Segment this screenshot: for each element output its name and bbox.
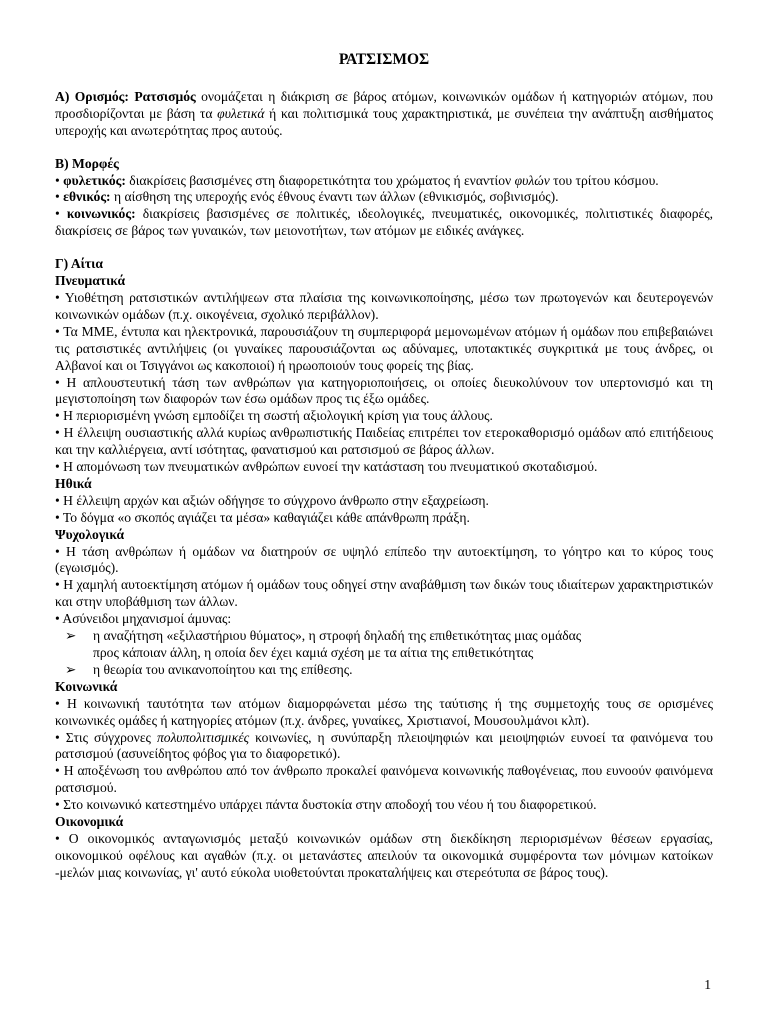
- sub-item-continuation: προς κάποιαν άλλη, η οποία δεν έχει καμιά σχέση με τα αίτια της επιθετικότητας: [93, 645, 534, 660]
- form-term: φυλετικός:: [63, 172, 126, 188]
- economic-heading: Οικονομικά: [55, 814, 124, 830]
- list-item: • Η περιορισμένη γνώση εμποδίζει τη σωστή αξιολογική κρίση για τους άλλους.: [55, 408, 493, 424]
- arrow-bullet-icon: ➢: [65, 628, 77, 644]
- definition-label: Α) Ορισμός:: [55, 88, 129, 104]
- social-list: [55, 696, 713, 814]
- form-term: κοινωνικός:: [66, 206, 136, 222]
- forms-heading: Β) Μορφές: [55, 155, 119, 171]
- spiritual-heading: Πνευματικά: [55, 273, 126, 289]
- social-text: • Στις σύγχρονες: [55, 729, 157, 745]
- sub-list-item: [55, 628, 713, 645]
- page-number: 1: [704, 977, 711, 993]
- social-text: • Η αποξένωση του ανθρώπου από τον άνθρωπο προκαλεί φαινόμενα κοινωνικής παθογένειας, που ευνοούν φαινόμενα ρατσισμού.: [55, 763, 713, 796]
- psychological-list: [55, 544, 713, 629]
- form-text: η αίσθηση της υπεροχής ενός έθνους έναντι των άλλων (εθνικισμός, σοβινισμός).: [110, 189, 559, 205]
- definition-term: Ρατσισμός: [134, 88, 196, 104]
- list-item: • Τα ΜΜΕ, έντυπα και ηλεκτρονικά, παρουσιάζουν τη συμπεριφορά μεμονωμένων ατόμων ή ομάδων που επιβεβαιώνει τις ρατσιστικές αντιλήψεις (οι γυναίκες παρουσιάζονται ως αδύναμες, υποτακτικές συγκριτικά με τους άνδρες, οι Αλβανοί και οι Τσιγγάνοι ως κακοποιοί) ή ηρωοποιούν τους φορείς της βίας.: [55, 323, 713, 373]
- moral-list: [55, 493, 713, 527]
- sub-item-text: η αναζήτηση «εξιλαστήριου θύματος», η στροφή δηλαδή της επιθετικότητας μιας ομάδας: [93, 628, 582, 644]
- social-text-end: κοινωνίες, η συνύπαρξη πλειοψηφιών και μειοψηφιών ευνοεί τα φαινόμενα του ρατσισμού (ασυνείδητος φόβος για το διαφορετικό).: [55, 729, 713, 762]
- psychological-heading: Ψυχολογικά: [55, 526, 125, 542]
- list-item: [55, 763, 713, 797]
- form-text: διακρίσεις βασισμένες στη διαφορετικότητα του χρώματος ή εναντίον: [125, 172, 515, 188]
- spiritual-list: [55, 290, 713, 476]
- definition-text-2: ή και πολιτισμικά τους χαρακτηριστικά, με συνέπεια την ανάπτυξη αισθήματος υπεροχής και ανωτερότητας προς αυτούς.: [55, 105, 713, 138]
- form-term: εθνικός:: [63, 189, 111, 205]
- list-item: [55, 730, 713, 764]
- list-item: • Ασύνειδοι μηχανισμοί άμυνας:: [55, 611, 232, 627]
- bullet-glyph: •: [55, 189, 60, 205]
- form-item: [55, 206, 713, 240]
- economic-list: [55, 831, 713, 882]
- list-item: • Το δόγμα «ο σκοπός αγιάζει τα μέσα» καθαγιάζει κάθε απάνθρωπη πράξη.: [55, 509, 470, 525]
- list-item: • Η έλλειψη ουσιαστικής αλλά κυρίως ανθρωπιστικής Παιδείας επιτρέπει τον ετεροκαθορισμό ομάδων από επιτήδειους και την καλλιέργεια, αντί ισότητας, φανατισμού και ρατσισμού σε βάρος άλλων.: [55, 425, 713, 458]
- list-item: [55, 696, 713, 730]
- list-item: • Η έλλειψη αρχών και αξιών οδήγησε το σύγχρονο άνθρωπο στην εξαχρείωση.: [55, 492, 489, 508]
- arrow-bullet-icon: ➢: [65, 661, 77, 677]
- definition-text-1: ονομάζεται η διάκριση σε βάρος ατόμων, κοινωνικών ομάδων ή κατηγοριών ατόμων, που προσδιορίζονται με βάση τα: [55, 88, 714, 121]
- list-item: • Η τάση ανθρώπων ή ομάδων να διατηρούν σε υψηλό επίπεδο την αυτοεκτίμηση, το γόητρο και το κύρος τους (εγωισμός).: [55, 543, 713, 576]
- social-heading: Κοινωνικά: [55, 678, 118, 694]
- list-item: • Η χαμηλή αυτοεκτίμηση ατόμων ή ομάδων τους οδηγεί στην αναβάθμιση των δικών τους ιδιαίτερων χαρακτηριστικών και στην υποβάθμιση των άλλων.: [55, 577, 713, 610]
- social-text: • Η κοινωνική ταυτότητα των ατόμων διαμορφώνεται μέσω της ταύτισης ή της συμμετοχής τους σε ορισμένες κοινωνικές ομάδες ή κατηγορίες ατόμων (π.χ. άνδρες, γυναίκες, Χριστιανοί, Μουσουλμάνοι κλπ).: [55, 695, 713, 728]
- list-item: • Η απομόνωση των πνευματικών ανθρώπων ευνοεί την κατάσταση του πνευματικού σκοταδισμού.: [55, 459, 598, 475]
- page-title: ΡΑΤΣΙΣΜΟΣ: [338, 51, 430, 68]
- sub-list-item: [55, 662, 713, 679]
- list-item: • Ο οικονομικός ανταγωνισμός μεταξύ κοινωνικών ομάδων στη διεκδίκηση περιορισμένων θέσεων εργασίας, οικονομικού οφέλους και αγαθών (π.χ. οι μετανάστες απειλούν τα οικονομικά συμφέροντα των μόνιμων κατοίκων -μελών μιας κοινωνίας, γι' αυτό εύκολα υιοθετούνται προκαταλήψεις και στερεότυπα σε βάρος τους).: [55, 830, 713, 880]
- definition-italic: φυλετικά: [217, 105, 265, 121]
- bullet-glyph: •: [55, 206, 60, 222]
- list-item: • Υιοθέτηση ρατσιστικών αντιλήψεων στα πλαίσια της κοινωνικοποίησης, μέσω των πρωτογενών και δευτερογενών κοινωνικών ομάδων (π.χ. οικογένεια, σχολικό περιβάλλον).: [55, 289, 713, 322]
- form-item: [55, 173, 713, 190]
- form-italic: φυλών: [514, 172, 550, 188]
- defense-mechanisms-list: [55, 628, 713, 679]
- social-text: • Στο κοινωνικό κατεστημένο υπάρχει πάντα δυστοκία στην αποδοχή του νέου ή του διαφορετικού.: [55, 797, 597, 813]
- forms-list: [55, 173, 713, 241]
- form-text-end: του τρίτου κόσμου.: [549, 172, 659, 188]
- list-item: [55, 797, 713, 814]
- list-item: • Η απλουστευτική τάση των ανθρώπων για κατηγοριοποιήσεις, οι οποίες διευκολύνουν τον υπερτονισμό και τη μεγιστοποίηση των διαφορών των έσω ομάδων προς τις έξω ομάδες.: [55, 374, 713, 407]
- sub-item-text: η θεωρία του ανικανοποίητου και της επίθεσης.: [93, 661, 353, 677]
- causes-heading: Γ) Αίτια: [55, 256, 103, 272]
- bullet-glyph: •: [55, 172, 60, 188]
- form-text: διακρίσεις βασισμένες σε πολιτικές, ιδεολογικές, πνευματικές, οικονομικές, πολιτιστικές διαφορές, διακρίσεις σε βάρος των γυναικών, των μειονοτήτων, των ατόμων με ειδικές ανάγκες.: [55, 206, 713, 239]
- social-italic: πολυπολιτισμικές: [156, 729, 250, 745]
- definition-paragraph: [55, 89, 713, 140]
- form-item: [55, 189, 713, 206]
- moral-heading: Ηθικά: [55, 475, 92, 491]
